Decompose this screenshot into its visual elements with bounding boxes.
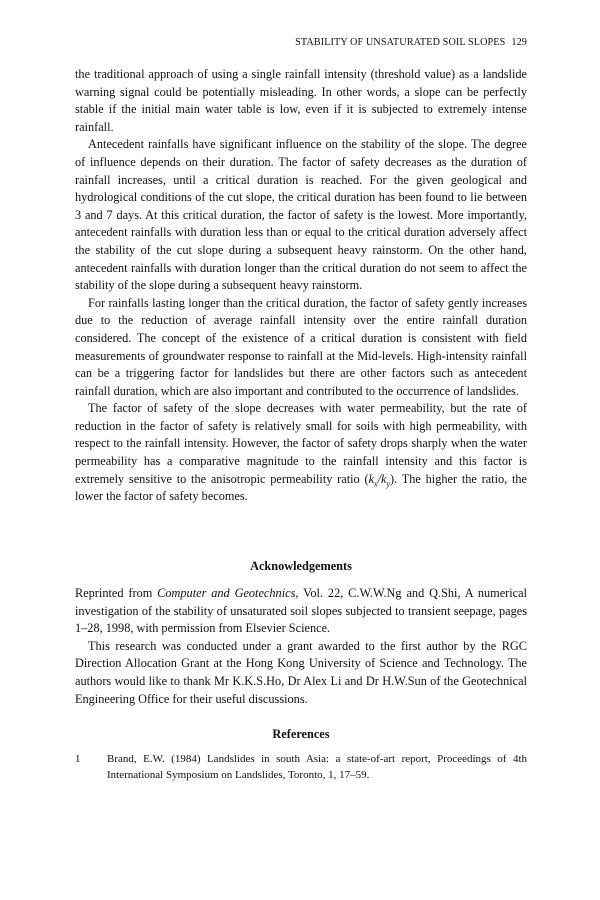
journal-title: Computer and Geotechnics, [157, 586, 299, 600]
page-number: 129 [511, 37, 527, 48]
subscript-y: y [386, 479, 391, 489]
running-title: STABILITY OF UNSATURATED SOIL SLOPES [295, 37, 506, 48]
reference-text: Brand, E.W. (1984) Landslides in south Asia: a state-of-art report, Proceedings of 4th International Symposium on Landslides, Toronto, 1, 17–59. [107, 753, 527, 781]
k-symbol: k [368, 471, 375, 486]
paragraph-2: Antecedent rainfalls have significant influence on the stability of the slope. The degree of influence depends on their duration. The factor of safety decreases as the duration of rainfall increases, until a critical duration is reached. For the given geological and hydrological conditions of the cut slope, the critical duration has been found to lie between 3 and 7 days. At this critical duration, the factor of safety is the lowest. More importantly, antecedent rainfalls with duration less than or equal to the critical duration adversely affect the stability of the cut slope during a subsequent heavy rainstorm. On the other hand, antecedent rainfalls with duration longer than the critical duration do not seem to affect the stability of the slope during a subsequent heavy rainstorm. [75, 137, 527, 293]
ack-text-b: Vol. 22, C.W.W.Ng and Q.Shi, A numerical investigation of the stability of unsaturated soil slopes subjected to transient seepage, pages 1–28, 1998, with permission from Elsevier Science. [75, 586, 527, 636]
body-text [75, 66, 527, 506]
paragraph-4-text-b: ). The higher the ratio, the lower the factor of safety becomes. [75, 471, 528, 504]
paragraph-1: the traditional approach of using a single rainfall intensity (threshold value) as a landslide warning signal could be potentially misleading. In other words, a slope can be perfectly stable if the initial main water table is low, even if it is subjected to extremely intense rainfall. [75, 67, 527, 134]
subscript-x: x [374, 479, 378, 489]
k-symbol: k [381, 471, 387, 486]
ack-text-a: Reprinted from [75, 586, 158, 600]
paragraph-3: For rainfalls lasting longer than the critical duration, the factor of safety gently increases due to the reduction of average rainfall intensity over the entire rainfall duration considered. The concept of the existence of a critical duration is consistent with field measurements of groundwater response to rainfall at the Mid-levels. High-intensity rainfall can be a triggering factor for landslides but there are other factors such as antecedent rainfall duration, which are also important and contributed to the occurrence of landslides. [75, 295, 527, 398]
acknowledgements-paragraph-1 [75, 585, 527, 638]
acknowledgements-text [75, 585, 527, 708]
references-heading: References [272, 727, 330, 741]
acknowledgements-paragraph-2: This research was conducted under a grant awarded to the first author by the RGC Direction Allocation Grant at the Hong Kong University of Science and Technology. The authors would like to thank Mr K.K.S.Ho, Dr Alex Li and Dr H.W.Sun of the Geotechnical Engineering Office for their useful discussions. [75, 638, 527, 706]
running-header [295, 37, 527, 48]
reference-number: 1 [75, 753, 81, 765]
ratio-slash: / [377, 471, 382, 486]
paragraph-4-text-a: The factor of safety of the slope decreases with water permeability, but the rate of reduction in the factor of safety is relatively small for soils with high permeability, with respect to the rainfall intensity. However, the factor of safety drops sharply when the water permeability has a comparative magnitude to the rainfall intensity and this factor is extremely sensitive to the anisotropic permeability ratio ( [75, 401, 527, 486]
reference-item [75, 752, 527, 783]
acknowledgements-heading: Acknowledgements [250, 559, 352, 573]
paragraph-4 [75, 400, 527, 506]
references-list [75, 752, 527, 783]
